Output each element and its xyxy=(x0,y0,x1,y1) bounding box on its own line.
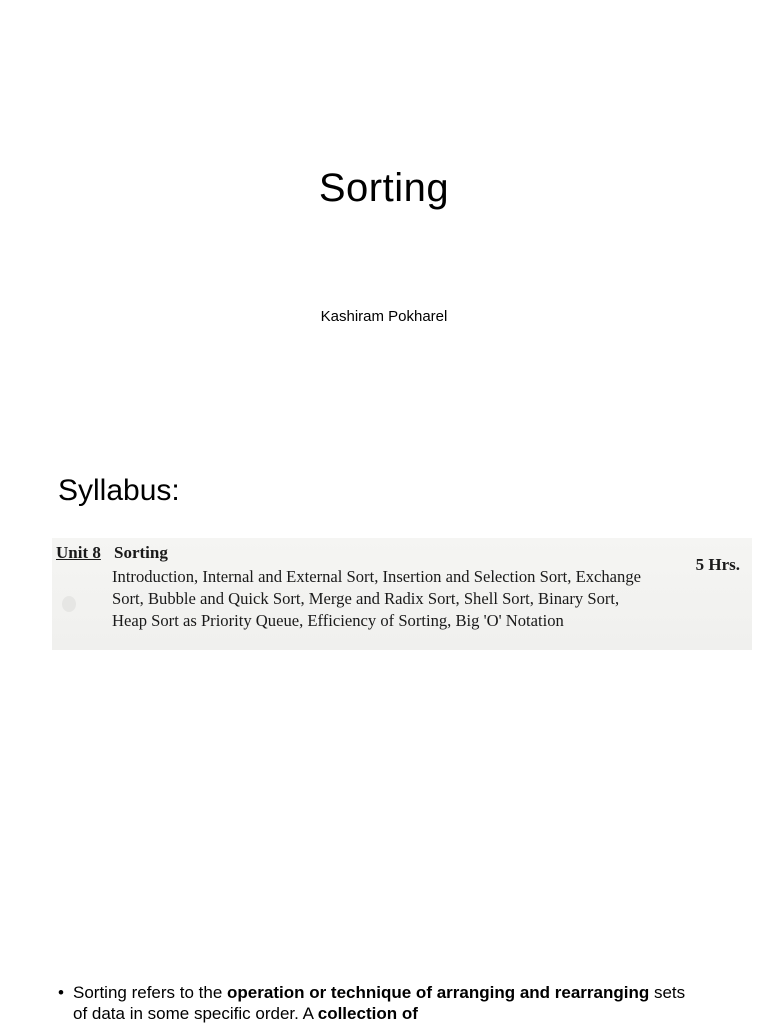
bullet-icon: • xyxy=(58,983,64,1002)
syllabus-line: Sort, Bubble and Quick Sort, Merge and Radix Sort, Shell Sort, Binary Sort, xyxy=(112,589,620,608)
unit-label: Unit 8 xyxy=(56,543,101,562)
syllabus-slide xyxy=(0,432,768,864)
bullet-emphasis: collection of xyxy=(317,1004,418,1023)
syllabus-line: Heap Sort as Priority Queue, Efficiency of Sorting, Big 'O' Notation xyxy=(112,611,564,630)
bullet-text: sets of data in some specific order. A xyxy=(73,983,686,1023)
bullet-emphasis: operation or technique of arranging and rearranging xyxy=(227,983,650,1002)
bullet-text: Sorting refers to the xyxy=(73,983,228,1002)
syllabus-scan-image xyxy=(52,538,752,650)
syllabus-line: Introduction, Internal and External Sort, Insertion and Selection Sort, Exchange xyxy=(112,567,642,586)
deck-title: Sorting xyxy=(318,166,450,210)
title-slide xyxy=(0,0,768,432)
unit-hours: 5 Hrs. xyxy=(695,555,740,574)
definition-slide xyxy=(0,950,768,1024)
scan-smudge xyxy=(62,596,76,612)
unit-topic: Sorting xyxy=(114,543,168,562)
syllabus-contents xyxy=(112,566,748,632)
list-item xyxy=(58,982,698,1024)
definition-bullets xyxy=(58,982,698,1024)
syllabus-heading: Syllabus: xyxy=(58,474,180,507)
author-name: Kashiram Pokharel xyxy=(320,308,448,325)
